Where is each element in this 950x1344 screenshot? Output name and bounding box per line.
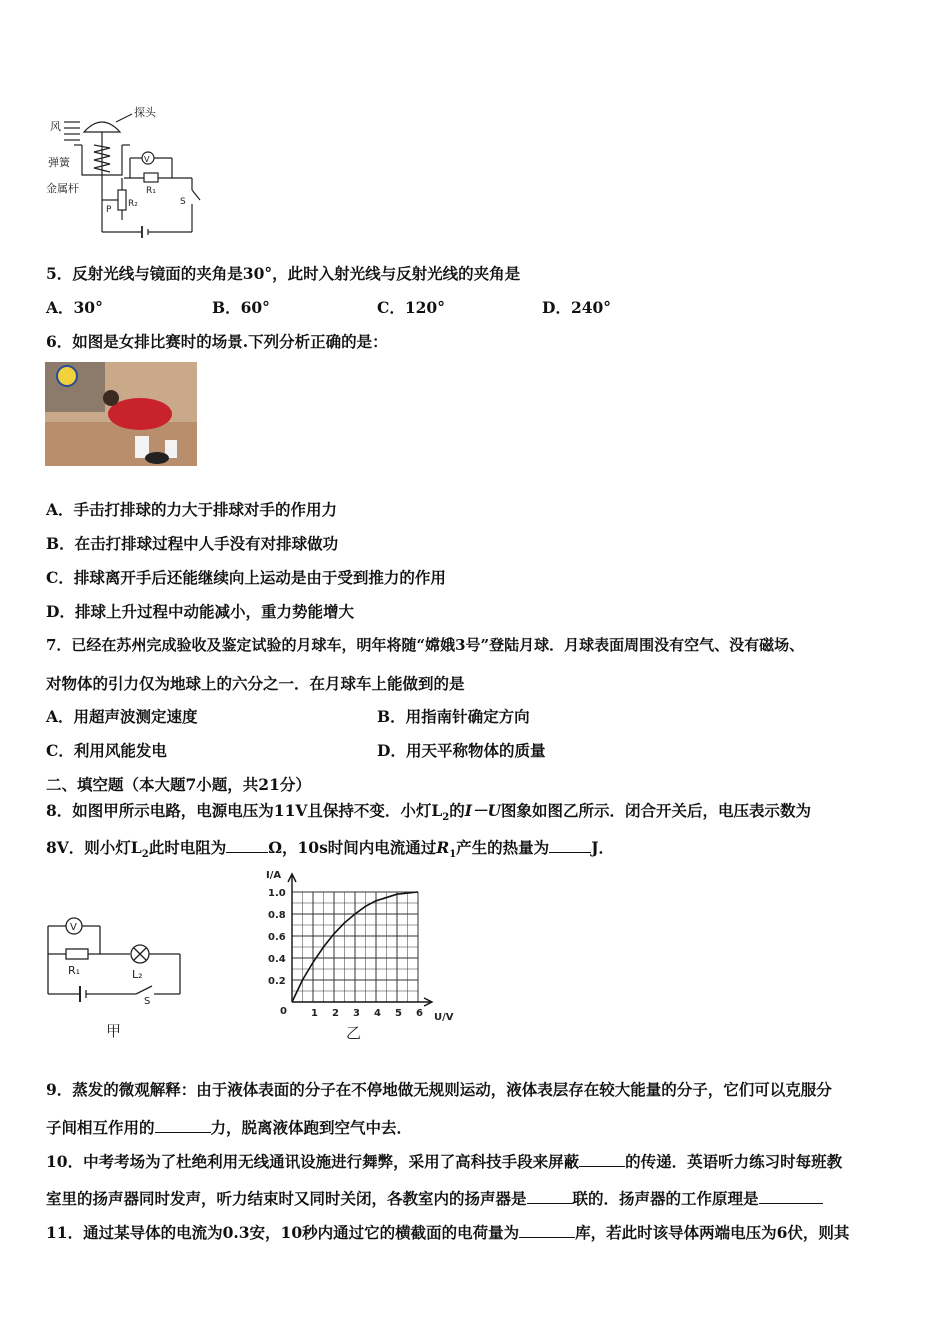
q7-option-c: C．利用风能发电 (46, 741, 167, 760)
label-tanhuang: 弹簧 (48, 156, 70, 169)
q5-stem: 5．反射光线与镜面的夹角是30°，此时入射光线与反射光线的夹角是 (46, 264, 521, 283)
q5-option-d: D．240° (542, 298, 612, 317)
jia-label-r1: R₁ (68, 964, 81, 977)
q8-line2: 8V．则小灯$L_2$此时电阻为 Ω，10s时间内电流通过$R_1$产生的热量为 J． (46, 838, 615, 861)
q7-line1: 7．已经在苏州完成验收及鉴定试验的月球车，明年将随“嫦娥3号”登陆月球．月球表面周围没有空气、没有磁场、 (46, 636, 805, 654)
q6-stem: 6．如图是女排比赛时的场景.下列分析正确的是： (46, 332, 388, 351)
yi-y-tick: 0.2 (268, 976, 286, 987)
section-heading: 二、填空题（本大题7小题，共21分） (46, 775, 311, 794)
yi-x-tick: 5 (395, 1008, 402, 1019)
q7-option-d: D．用天平称物体的质量 (377, 741, 546, 760)
yi-y-tick: 0.8 (268, 910, 286, 921)
q7-line2: 对物体的引力仅为地球上的六分之一．在月球车上能做到的是 (46, 674, 465, 693)
yi-x-tick: 1 (311, 1008, 318, 1019)
yi-x-label: U/V (434, 1012, 454, 1023)
wind-probe-circuit-figure (44, 100, 214, 245)
label-s: S (180, 197, 186, 207)
yi-x-tick: 6 (416, 1008, 423, 1019)
q5-option-b: B．60° (212, 298, 270, 317)
q10-line1: 10．中考考场为了杜绝利用无线通讯设施进行舞弊，采用了高科技手段来屏蔽 的传递．英语听力练习时每班教 (46, 1152, 843, 1171)
q9-line1: 9．蒸发的微观解释：由于液体表面的分子在不停地做无规则运动，液体表层存在较大能量的分子，它们可以克服分 (46, 1080, 832, 1099)
yi-caption: 乙 (346, 1024, 362, 1042)
q7-option-b: B．用指南针确定方向 (377, 707, 530, 726)
yi-y-label: I/A (266, 870, 282, 881)
jia-caption: 甲 (106, 1022, 122, 1040)
label-p: P (106, 205, 112, 215)
q7-option-a: A．用超声波测定速度 (46, 707, 198, 726)
q9-line2: 子间相互作用的 力，脱离液体跑到空气中去． (46, 1118, 413, 1137)
yi-x-tick: 3 (353, 1008, 360, 1019)
yi-origin-tick: 0 (280, 1006, 287, 1017)
q8-iu-graph-yi (262, 866, 462, 1046)
yi-y-tick: 0.6 (268, 932, 286, 943)
label-r1: R₁ (146, 186, 156, 196)
label-tantou: 探头 (134, 106, 156, 119)
q10-line2: 室里的扬声器同时发声，听力结束时又同时关闭，各教室内的扬声器是 联的．扬声器的工作原理是 (46, 1187, 823, 1209)
yi-x-tick: 2 (332, 1008, 339, 1019)
label-jinshugan: 金属杆 (46, 182, 79, 195)
q6-option-b: B．在击打排球过程中人手没有对排球做功 (46, 534, 339, 553)
q5-option-c: C．120° (377, 298, 445, 317)
jia-label-l2: L₂ (132, 968, 143, 981)
volleyball-player-photo (45, 362, 197, 466)
label-v: V (144, 155, 150, 164)
q6-option-a: A．手击打排球的力大于排球对手的作用力 (46, 500, 338, 519)
q6-option-c: C．排球离开手后还能继续向上运动是由于受到推力的作用 (46, 568, 446, 587)
jia-label-s: S (144, 996, 151, 1007)
q5-option-a: A．30° (46, 298, 103, 317)
yi-y-tick: 0.4 (268, 954, 286, 965)
label-feng: 风 (50, 120, 61, 133)
q11-line1: 11．通过某导体的电流为0.3安，10秒内通过它的横截面的电荷量为 库，若此时该导体两端电压为6伏，则其 (46, 1223, 850, 1242)
yi-x-tick: 4 (374, 1008, 381, 1019)
label-r2: R₂ (128, 199, 138, 209)
jia-label-v: V (70, 922, 77, 933)
q8-line1: 8．如图甲所示电路，电源电压为11V且保持不变．小灯$L_2$的I－U图象如图乙所示．闭合开关后，电压表示数为 (46, 801, 812, 824)
q8-circuit-jia (40, 912, 190, 1042)
yi-y-tick: 1.0 (268, 888, 286, 899)
q6-option-d: D．排球上升过程中动能减小，重力势能增大 (46, 602, 354, 621)
